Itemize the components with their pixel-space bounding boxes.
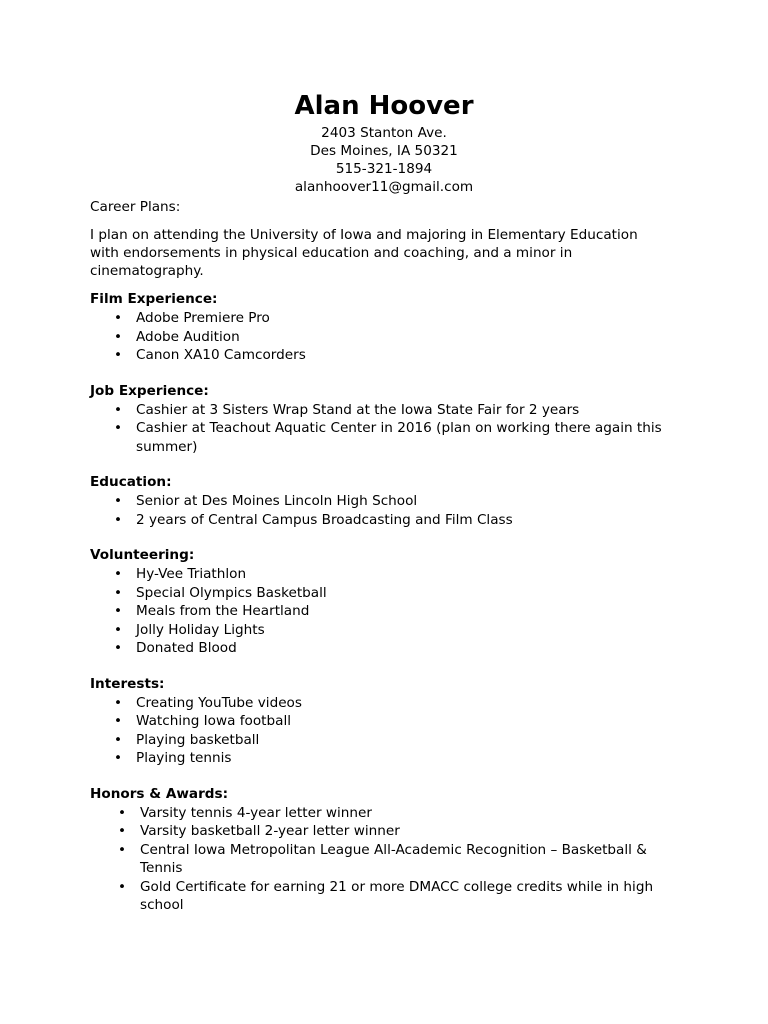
bullet-icon: • [114, 750, 123, 766]
list-item [90, 346, 676, 365]
job-experience-heading: Job Experience: [90, 382, 209, 399]
resume-page [90, 90, 690, 915]
interests-heading: Interests: [90, 675, 165, 692]
list-item [90, 602, 676, 621]
honors-awards-section [90, 785, 690, 915]
resume-name: Alan Hoover [294, 91, 474, 121]
list-item [90, 511, 676, 530]
bullet-icon: • [114, 584, 123, 601]
bullet-icon: • [114, 347, 123, 363]
address-line-1: 2403 Stanton Ave. [321, 125, 447, 141]
list-item-text: Gold Certificate for earning 21 or more DMACC college credits while in high school [140, 878, 654, 913]
bullet-icon: • [118, 878, 127, 895]
bullet-icon: • [118, 804, 127, 821]
list-item-text: Adobe Audition [136, 328, 240, 345]
phone-number: 515-321-1894 [335, 161, 433, 177]
list-item-text: 2 years of Central Campus Broadcasting and Film Class [136, 511, 513, 528]
bullet-icon: • [114, 511, 123, 528]
list-item [90, 878, 670, 915]
list-item [90, 492, 676, 511]
bullet-icon: • [114, 731, 123, 748]
list-item-text: Donated Blood [136, 640, 237, 656]
interests-section [90, 675, 690, 768]
education-list [90, 492, 690, 529]
list-item-text: Jolly Holiday Lights [136, 621, 265, 638]
list-item [90, 822, 670, 841]
bullet-icon: • [114, 420, 123, 436]
education-heading: Education: [90, 474, 172, 490]
bullet-icon: • [114, 713, 123, 729]
list-item [90, 731, 676, 750]
job-experience-list [90, 401, 690, 457]
list-item-text: Canon XA10 Camcorders [136, 347, 306, 363]
list-item-text: Cashier at Teachout Aquatic Center in 2016 (plan on working there again this summer) [136, 420, 662, 455]
bullet-icon: • [114, 310, 123, 326]
film-experience-list [90, 309, 690, 365]
list-item [90, 621, 676, 640]
honors-awards-heading: Honors & Awards: [90, 785, 229, 802]
resume-header [90, 90, 678, 196]
list-item-text: Creating YouTube videos [136, 694, 302, 711]
volunteering-list [90, 565, 690, 658]
list-item [90, 841, 670, 878]
list-item [90, 309, 676, 328]
list-item-text: Playing basketball [136, 731, 260, 748]
list-item [90, 584, 676, 603]
film-experience-section [90, 290, 690, 365]
job-experience-section [90, 382, 690, 457]
list-item-text: Senior at Des Moines Lincoln High School [136, 493, 418, 509]
list-item-text: Cashier at 3 Sisters Wrap Stand at the Iowa State Fair for 2 years [136, 401, 580, 418]
bullet-icon: • [114, 640, 123, 656]
list-item [90, 712, 676, 731]
bullet-icon: • [114, 493, 123, 509]
career-plans-section [90, 198, 690, 280]
list-item-text: Playing tennis [136, 750, 232, 766]
list-item-text: Watching Iowa football [136, 713, 292, 729]
list-item [90, 749, 676, 768]
list-item-text: Central Iowa Metropolitan League All-Academic Recognition – Basketball & Tennis [140, 841, 647, 876]
email-address: alanhoover11@gmail.com [294, 179, 474, 195]
list-item [90, 804, 670, 823]
list-item-text: Special Olympics Basketball [136, 584, 327, 601]
honors-awards-list [90, 804, 690, 915]
interests-list [90, 694, 690, 768]
list-item-text: Varsity tennis 4-year letter winner [140, 804, 372, 821]
film-experience-heading: Film Experience: [90, 291, 218, 307]
list-item [90, 419, 676, 456]
bullet-icon: • [114, 694, 123, 711]
bullet-icon: • [114, 566, 123, 582]
volunteering-heading: Volunteering: [90, 547, 195, 563]
list-item [90, 328, 676, 347]
list-item-text: Meals from the Heartland [136, 603, 310, 619]
list-item-text: Adobe Premiere Pro [136, 310, 270, 326]
list-item [90, 694, 676, 713]
list-item [90, 565, 676, 584]
list-item [90, 401, 676, 420]
bullet-icon: • [114, 621, 123, 638]
bullet-icon: • [118, 841, 127, 858]
list-item [90, 639, 676, 658]
career-plans-text: I plan on attending the University of Iowa and majoring in Elementary Education with endorsements in physical education and coaching, and a minor in cinematography. [90, 227, 638, 279]
bullet-icon: • [114, 603, 123, 619]
list-item-text: Hy-Vee Triathlon [136, 566, 247, 582]
list-item-text: Varsity basketball 2-year letter winner [140, 823, 400, 839]
volunteering-section [90, 546, 690, 658]
education-section [90, 473, 690, 529]
bullet-icon: • [114, 401, 123, 418]
address-line-2: Des Moines, IA 50321 [310, 143, 458, 159]
career-plans-heading: Career Plans: [90, 199, 181, 215]
bullet-icon: • [118, 823, 127, 839]
bullet-icon: • [114, 328, 123, 345]
